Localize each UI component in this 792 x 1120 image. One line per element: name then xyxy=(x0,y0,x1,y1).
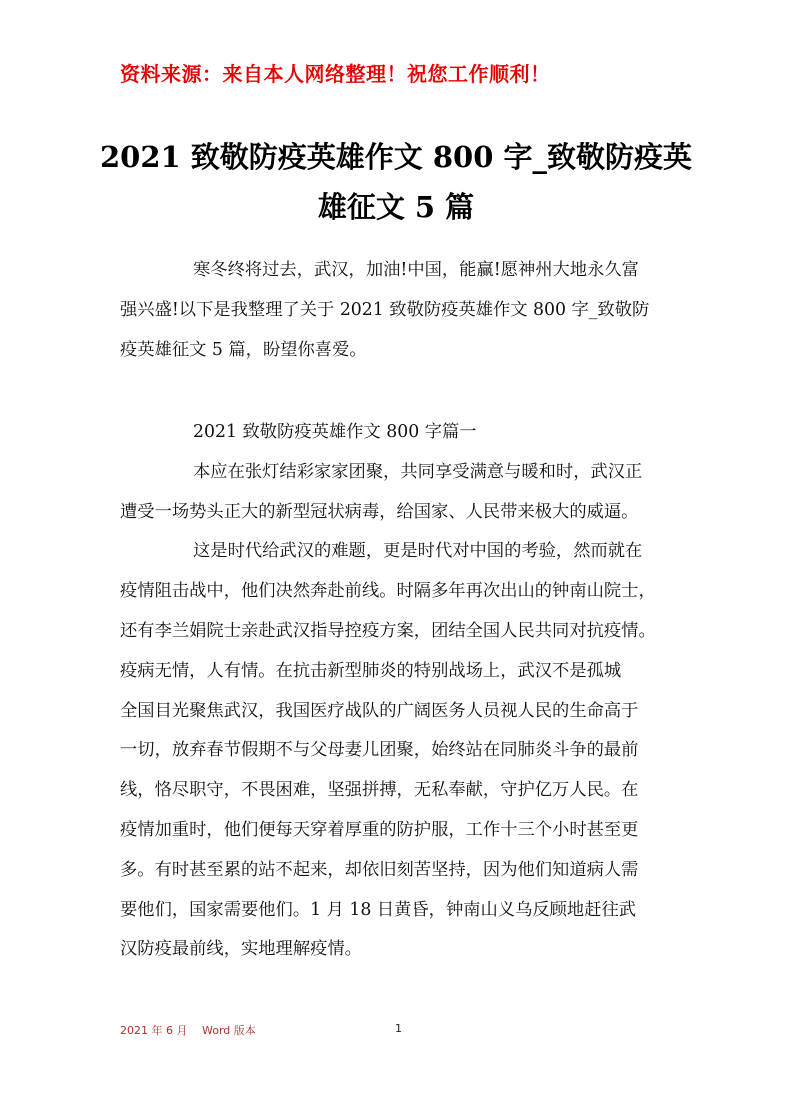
body-line: 多。有时甚至累的站不起来，却依旧刻苦坚持，因为他们知道病人需 xyxy=(120,859,639,880)
intro-line: 强兴盛!以下是我整理了关于 2021 致敬防疫英雄作文 800 字_致敬防 xyxy=(120,299,650,320)
footer-date: 2021 年 6 月 xyxy=(120,1024,188,1037)
footer-version: Word 版本 xyxy=(202,1024,256,1037)
body-line: 要他们，国家需要他们。1 月 18 日黄昏，钟南山义乌反顾地赶往武 xyxy=(120,899,637,920)
body-line: 这是时代给武汉的难题，更是时代对中国的考验，然而就在 xyxy=(193,541,643,562)
body-line: 遭受一场势头正大的新型冠状病毒，给国家、人民带来极大的威逼。 xyxy=(120,501,639,522)
title-line-2: 雄征文 5 篇 xyxy=(317,190,475,224)
intro-line: 疫英雄征文 5 篇，盼望你喜爱。 xyxy=(120,339,367,360)
body-line: 疫情加重时，他们便每天穿着厚重的防护服，工作十三个小时甚至更 xyxy=(120,819,639,840)
body-line: 一切，放弃春节假期不与父母妻儿团聚，始终站在同肺炎斗争的最前 xyxy=(120,740,639,761)
section-heading: 2021 致敬防疫英雄作文 800 字篇一 xyxy=(193,422,477,442)
source-note: 资料来源：来自本人网络整理！祝您工作顺利！ xyxy=(120,62,551,86)
body-line: 还有李兰娟院士亲赴武汉指导控疫方案，团结全国人民共同对抗疫情。 xyxy=(120,620,656,641)
title-line-1: 2021 致敬防疫英雄作文 800 字_致敬防疫英 xyxy=(99,140,693,174)
page-number: 1 xyxy=(395,1022,402,1035)
document-title xyxy=(96,132,696,232)
body-line: 线，恪尽职守，不畏困难，坚强拼搏，无私奉献，守护亿万人民。在 xyxy=(120,780,639,801)
body-line: 全国目光聚焦武汉，我国医疗战队的广阔医务人员视人民的生命高于 xyxy=(120,700,639,721)
body-line: 疫病无情，人有情。在抗击新型肺炎的特别战场上，武汉不是孤城 xyxy=(120,660,622,681)
page-footer xyxy=(120,1022,680,1042)
body-line: 本应在张灯结彩家家团聚，共同享受满意与暖和时，武汉正 xyxy=(193,461,643,482)
body-line: 汉防疫最前线，实地理解疫情。 xyxy=(120,939,362,960)
body-line: 疫情阻击战中，他们决然奔赴前线。时隔多年再次出山的钟南山院士， xyxy=(120,581,656,602)
intro-paragraph xyxy=(120,251,680,370)
essay-section xyxy=(120,413,680,970)
intro-line: 寒冬终将过去，武汉，加油!中国，能赢!愿神州大地永久富 xyxy=(193,260,639,280)
